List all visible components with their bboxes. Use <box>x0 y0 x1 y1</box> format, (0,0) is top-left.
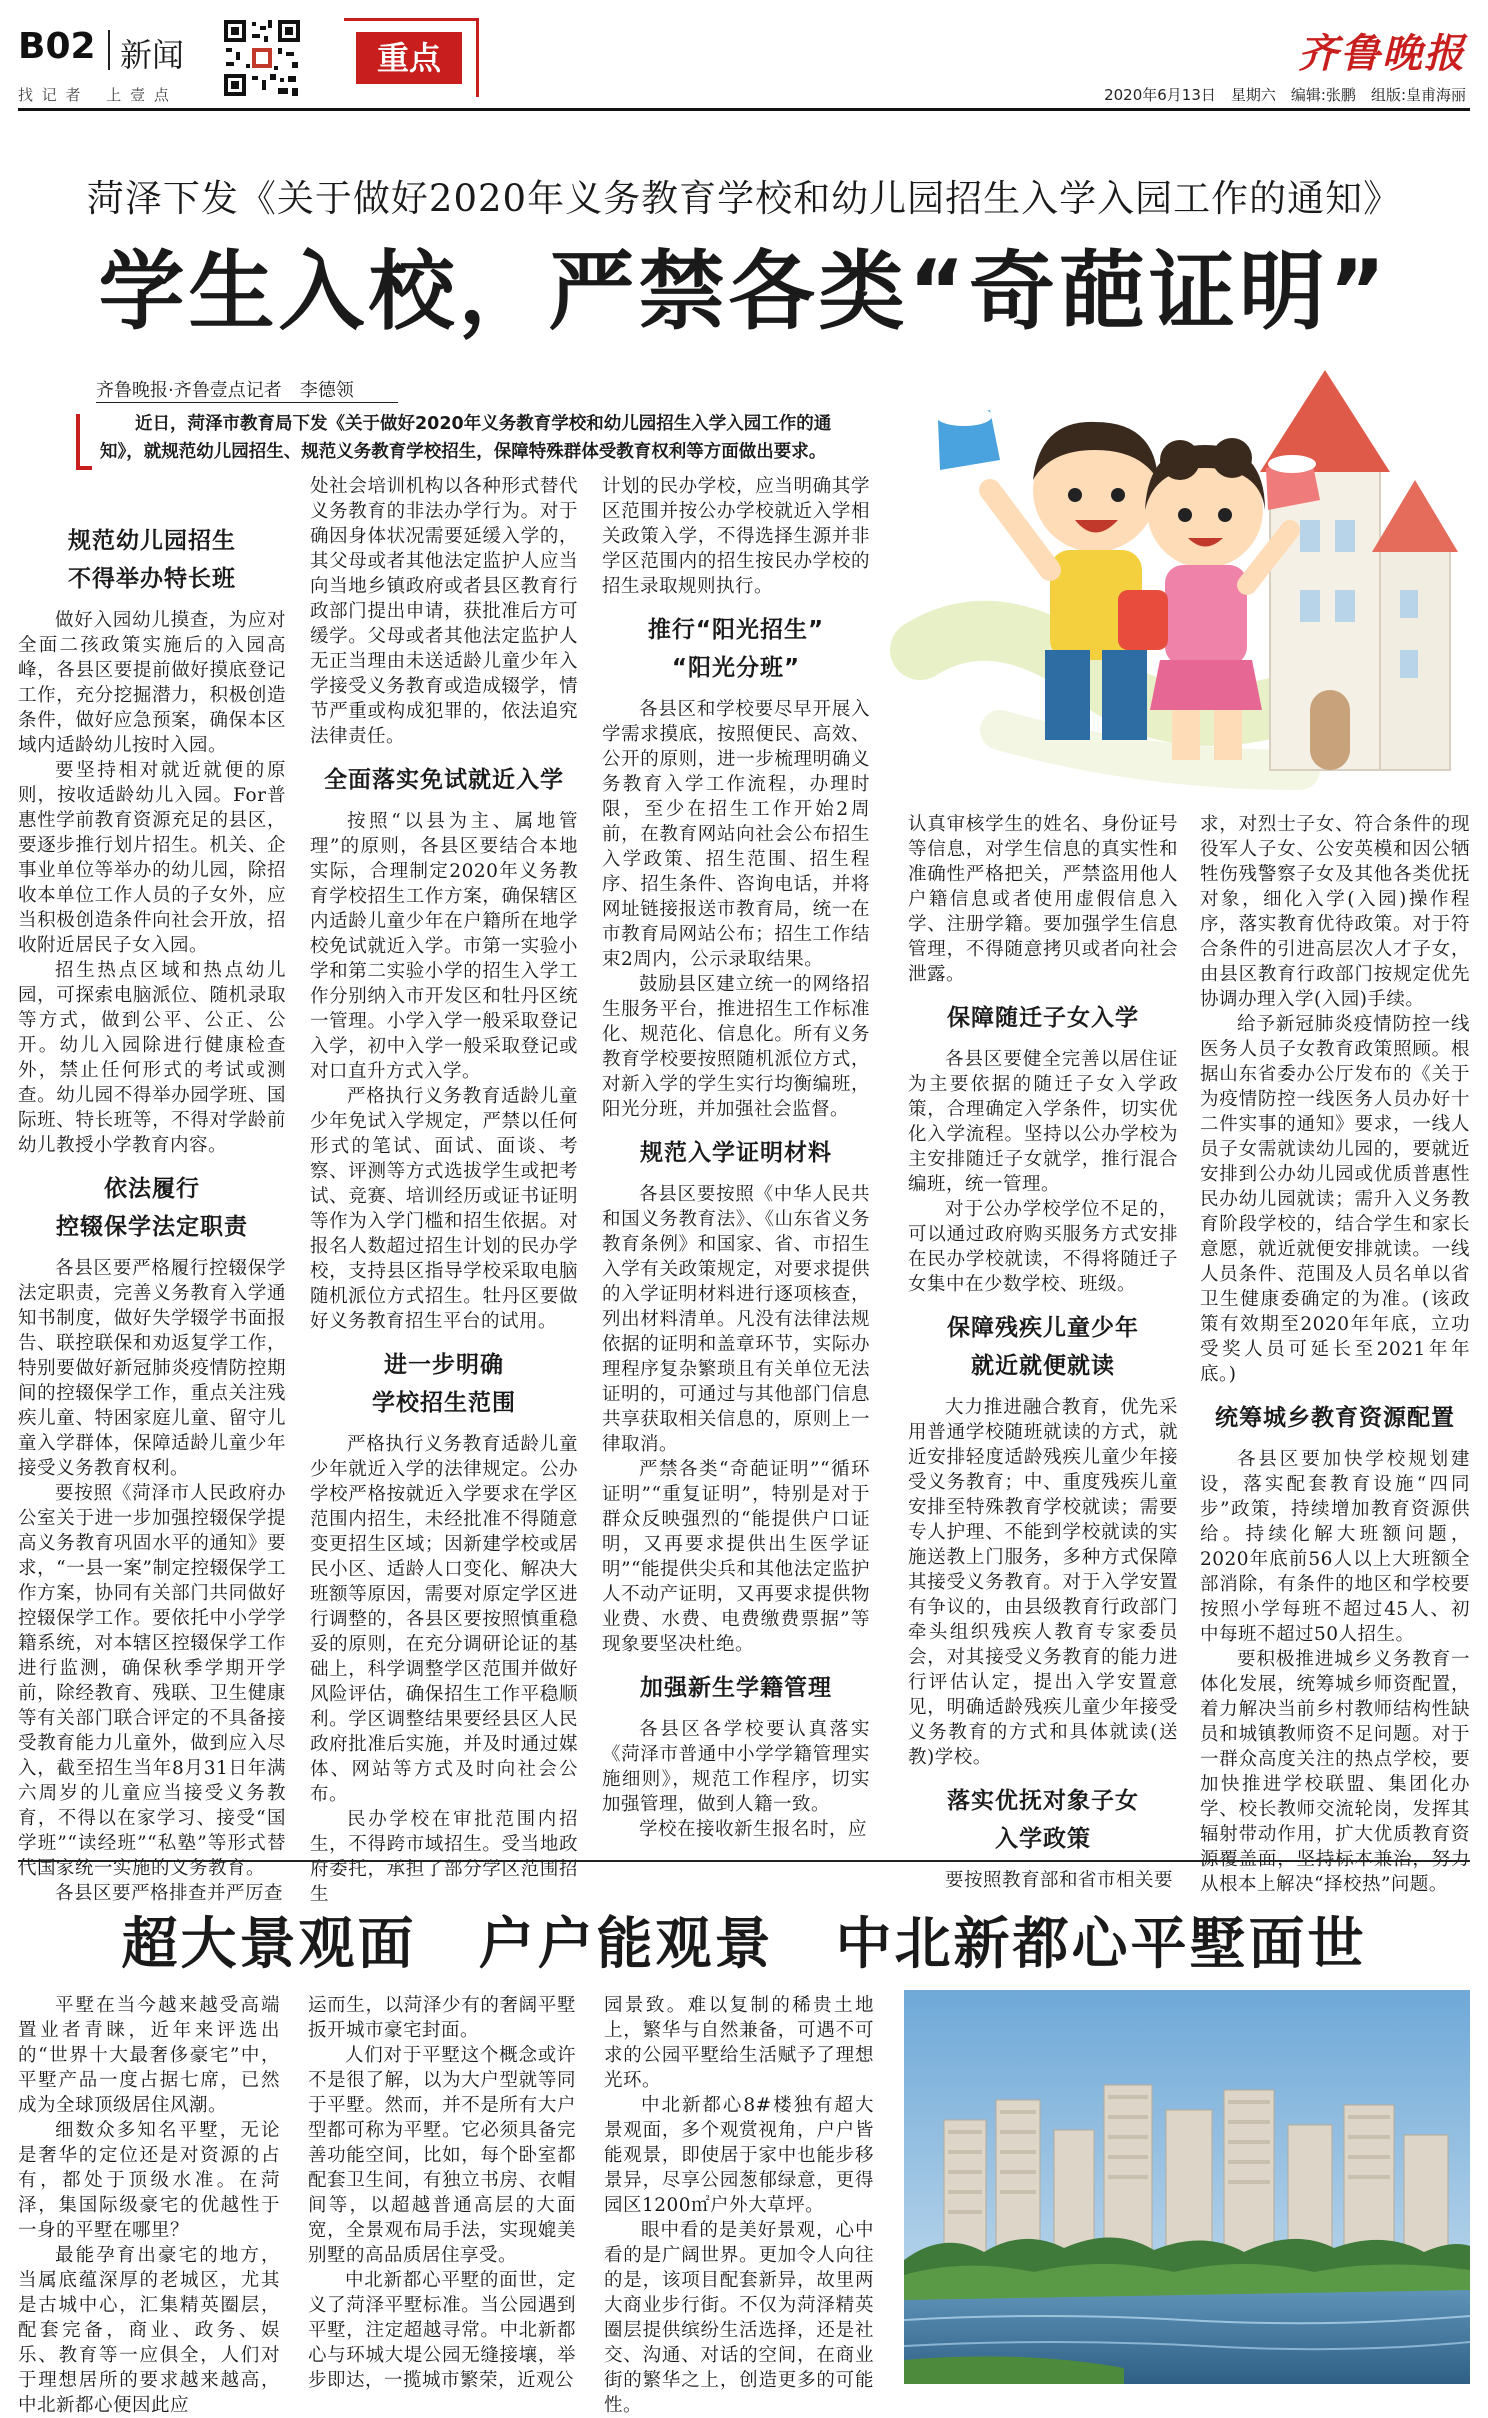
subheading: 保障随迁子女入学 <box>947 1005 1139 1031</box>
article-column-4 <box>908 812 1178 1893</box>
paragraph: 最能孕育出豪宅的地方，当属底蕴深厚的老城区，尤其是古城中心，汇集精英圈层，配套完备，商业、政务、娱乐、教育等一应俱全，人们对于理想居所的要求越来越高，中北新都心便因此应 <box>18 2245 280 2416</box>
paragraph: 各县区和学校要尽早开展入学需求摸底，按照便民、高效、公开的原则，进一步梳理明确义务教育入学工作流程，办理时限，至少在招生工作开始2周前，在教育网站向社会公布招生入学政策、招生范围、招生程序、招生条件、咨询电话，并将网址链接报送市教育局，统一在市教育局网站公布；招生工作结束2周内，公示录取结果。 <box>602 699 870 970</box>
paper-logo: 齐鲁晚报 <box>1298 30 1466 77</box>
paragraph: 做好入园幼儿摸查，为应对全面二孩政策实施后的入园高峰，各县区要提前做好摸底登记工作，充分挖掘潜力，积极创造条件，做好应急预案，确保本区域内适龄幼儿按时入园。 <box>18 610 286 756</box>
paragraph: 招生热点区域和热点幼儿园，可探索电脑派位、随机录取等方式，做到公平、公正、公开。幼儿入园除进行健康检查外，禁止任何形式的考试或测查。幼儿园不得举办园学班、国际班、特长班等，不得对学龄前幼儿教授小学教育内容。 <box>18 960 286 1156</box>
paragraph: 各县区各学校要认真落实《菏泽市普通中小学学籍管理实施细则》，规范工作程序，切实加强管理，做到人籍一致。 <box>602 1719 870 1815</box>
lead-paragraph <box>100 410 900 466</box>
paragraph: 眼中看的是美好景观，心中看的是广阔世界。更加令人向往的是，该项目配套新异，故里两大商业步行街。不仅为菏泽精英圈层提供缤纷生活选择，还是社交、沟通、对话的空间，在商业街的繁华之上，创造更多的可能性。 <box>604 2220 874 2416</box>
paragraph: 各县区要按照《中华人民共和国义务教育法》、《山东省义务教育条例》和国家、省、市招生入学有关政策规定，对要求提供的入学证明材料进行逐项核查，列出材料清单。凡没有法律法规依据的证明和盖章环节，实际办理程序复杂繁琐且有关单位无法证明的，可通过与其他部门信息共享获取相关信息的，原则上一律取消。 <box>602 1184 870 1455</box>
article-column-3 <box>602 474 870 1842</box>
subheading: 依法履行 控辍保学法定职责 <box>56 1176 248 1240</box>
subheading: 保障残疾儿童少年 就近就便就读 <box>947 1315 1139 1379</box>
masthead-rule <box>18 108 1470 111</box>
masthead-divider <box>108 30 110 70</box>
section-name: 新闻 <box>120 36 185 74</box>
children-illustration <box>880 350 1470 800</box>
subheading: 规范幼儿园招生 不得举办特长班 <box>68 528 236 592</box>
paragraph: 中北新都心8#楼独有超大景观面，多个观赏视角，户户皆能观景，即使居于家中也能步移景异，尽享公园葱郁绿意，更得园区1200㎡户外大草坪。 <box>604 2095 874 2216</box>
paragraph: 人们对于平墅这个概念或许不是很了解，以为大户型就等同于平墅。然而，并不是所有大户型都可称为平墅。它必须具备完善功能空间，比如，每个卧室都配套卫生间，有独立书房、衣帽间等，以超越普通高层的大面宽，全景观布局手法，实现媲美别墅的高品质居住享受。 <box>308 2045 576 2266</box>
ad-column-2 <box>308 1993 576 2393</box>
masthead-slogan: 找 记 者 上 壹 点 <box>18 86 171 104</box>
paragraph: 计划的民办学校，应当明确其学区范围并按公办学校就近入学相关政策入学，不得选择生源并非学区范围内的招生按民办学校的招生录取规则执行。 <box>602 476 870 597</box>
subheading: 全面落实免试就近入学 <box>324 767 564 793</box>
paragraph: 要坚持相对就近就便的原则，按收适龄幼儿入园。For普惠性学前教育资源充足的县区，要逐步推行划片招生。机关、企事业单位等举办的幼儿园，除招收本单位工作人员的子女外，应当积极创造条件向社会开放，招收附近居民子女入园。 <box>18 760 286 956</box>
lead-bracket <box>76 414 92 470</box>
byline-rule <box>96 402 398 403</box>
section-tag: 重点 <box>356 32 462 84</box>
paragraph: 细数众多知名平墅，无论是奢华的定位还是对资源的占有，都处于顶级水准。在菏泽，集国际级豪宅的优越性于一身的平墅在哪里？ <box>18 2120 280 2241</box>
paragraph: 鼓励县区建立统一的网络招生服务平台，推进招生工作标准化、规范化、信息化。所有义务教育学校要按照随机派位方式，对新入学的学生实行均衡编班，阳光分班，并加强社会监督。 <box>602 974 870 1120</box>
paragraph: 运而生，以菏泽少有的奢阔平墅扳开城市豪宅封面。 <box>308 1995 576 2041</box>
subheading: 推行“阳光招生” “阳光分班” <box>647 617 825 681</box>
paragraph: 大力推进融合教育，优先采用普通学校随班就读的方式，就近安排轻度适龄残疾儿童少年接受义务教育；中、重度残疾儿童安排至特殊教育学校就读；需要专人护理、不能到学校就读的实施送教上门服务，多种方式保障其接受义务教育。对于入学安置有争议的，由县级教育行政部门牵头组织残疾人教育专家委员会，对其接受义务教育的能力进行评估认定，提出入学安置意见，明确适龄残疾儿童少年接受义务教育的方式和具体就读(送教)学校。 <box>908 1397 1178 1768</box>
paragraph: 按照“以县为主、属地管理”的原则，各县区要结合本地实际，合理制定2020年义务教育学校招生工作方案，确保辖区内适龄儿童少年在户籍所在地学校免试就近入学。市第一实验小学和第二实验小学的招生入学工作分别纳入市开发区和牡丹区统一管理。小学入学一般采取登记入学，初中入学一般采取登记或对口直升方式入学。 <box>310 811 578 1082</box>
paragraph: 平墅在当今越来越受高端置业者青睐，近年来评选出的“世界十大最奢侈豪宅”中，平墅产品一度占据七席，已然成为全球顶级居住风潮。 <box>18 1995 280 2116</box>
page-number: B02 <box>18 26 96 67</box>
ad-column-3 <box>604 1993 874 2418</box>
paragraph: 各县区要严格排查并严厉查 <box>55 1883 284 1904</box>
paragraph: 要按照《菏泽市人民政府办公室关于进一步加强控辍保学提高义务教育巩固水平的通知》要求，“一县一案”制定控辍保学工作方案，协同有关部门共同做好控辍保学工作。要依托中小学学籍系统，对本辖区控辍保学工作进行监测，确保秋季学期开学前，除经教育、残联、卫生健康等有关部门联合评定的不具备接受教育能力儿童外，做到应入尽入，截至招生当年8月31日年满六周岁的儿童应当接受义务教育，不得以在家学习、接受“国学班”“读经班”“私塾”等形式替代国家统一实施的义务教育。 <box>18 1483 286 1879</box>
subheading: 规范入学证明材料 <box>640 1140 832 1166</box>
date-line: 2020年6月13日 星期六 编辑:张鹏 组版:皇甫海丽 <box>1104 86 1466 104</box>
byline: 齐鲁晚报·齐鲁壹点记者 李德领 <box>96 380 354 401</box>
subheading: 落实优抚对象子女 入学政策 <box>947 1788 1139 1852</box>
paragraph: 给予新冠肺炎疫情防控一线医务人员子女教育政策照顾。根据山东省委办公厅发布的《关于为疫情防控一线医务人员办好十二件实事的通知》要求，一线人员子女需就读幼儿园的，要就近安排到公办幼儿园或优质普惠性民办幼儿园就读；需升入义务教育阶段学校的，结合学生和家长意愿，就近就便安排就读。一线人员条件、范围及人员名单以省卫生健康委确定的为准。(该政策有效期至2020年年底，立功受奖人员可延长至2021年年底。) <box>1200 1014 1470 1385</box>
paragraph: 园景致。难以复制的稀贵土地上，繁华与自然兼备，可遇不可求的公园平墅给生活赋予了理想光环。 <box>604 1995 874 2091</box>
ad-headline-part: 户户能观景 <box>478 1912 774 1977</box>
subheading: 加强新生学籍管理 <box>640 1675 832 1701</box>
section-rule <box>18 1860 1470 1862</box>
ad-headline-part: 中北新都心平墅面世 <box>835 1912 1367 1977</box>
paragraph: 处社会培训机构以各种形式替代义务教育的非法办学行为。对于确因身体状况需要延缓入学的，其父母或者其他法定监护人应当向当地乡镇政府或者县区教育行政部门提出申请，获批准后方可缓学。父母或者其他法定监护人无正当理由未送适龄儿童少年入学接受义务教育或造成辍学，情节严重或构成犯罪的，依法追究法律责任。 <box>310 476 578 747</box>
headline-kicker: 菏泽下发《关于做好2020年义务教育学校和幼儿园招生入学入园工作的通知》 <box>86 177 1402 220</box>
paragraph: 各县区要严格履行控辍保学法定职责，完善义务教育入学通知书制度，做好失学辍学书面报告、联控联保和劝返复学工作，特别要做好新冠肺炎疫情防控期间的控辍保学工作，重点关注残疾儿童、特困家庭儿童、留守儿童入学群体，保障适龄儿童少年接受义务教育权利。 <box>18 1258 286 1479</box>
paragraph: 各县区要加快学校规划建设，落实配套教育设施“四同步”政策，持续增加教育资源供给。持续化解大班额问题，2020年底前56人以上大班额全部消除，有条件的地区和学校要按照小学每班不超过45人、初中每班不超过50人招生。 <box>1200 1449 1470 1645</box>
paragraph: 求，对烈士子女、符合条件的现役军人子女、公安英模和因公牺牲伤残警察子女及其他各类优抚对象，细化入学(入园)操作程序，落实教育优待政策。对于符合条件的引进高层次人才子女，由县区教育行政部门按规定优先协调办理入学(入园)手续。 <box>1200 814 1470 1010</box>
lead-line: 近日，菏泽市教育局下发《关于做好2020年义务教育学校和幼儿园招生入学入园工作的通 <box>135 414 832 434</box>
ad-column-1 <box>18 1993 280 2418</box>
lead-line: 知》，就规范幼儿园招生、规范义务教育学校招生，保障特殊群体受教育权利等方面做出要求。 <box>100 442 827 462</box>
ad-headline <box>0 1900 1488 1980</box>
headline-main: 学生入校，严禁各类“奇葩证明” <box>98 242 1390 342</box>
paragraph: 要按照教育部和省市相关要 <box>945 1870 1174 1891</box>
article-column-5 <box>1200 812 1470 1897</box>
article-column-1 <box>18 510 286 1906</box>
subheading: 进一步明确 学校招生范围 <box>372 1352 516 1416</box>
paragraph: 民办学校在审批范围内招生，不得跨市域招生。受当地政府委托，承担了部分学区范围招生 <box>310 1809 578 1905</box>
subheading: 统筹城乡教育资源配置 <box>1215 1405 1455 1431</box>
paragraph: 中北新都心平墅的面世，定义了菏泽平墅标准。当公园遇到平墅，注定超越寻常。中北新都心与环城大堤公园无缝接壤，举步即达，一揽城市繁荣，近观公 <box>308 2270 576 2391</box>
paragraph: 对于公办学校学位不足的，可以通过政府购买服务方式安排在民办学校就读，不得将随迁子女集中在少数学校、班级。 <box>908 1199 1178 1295</box>
paragraph: 认真审核学生的姓名、身份证号等信息，对学生信息的真实性和准确性严格把关，严禁盗用他人户籍信息或者使用虚假信息入学、注册学籍。要加强学生信息管理，不得随意拷贝或者向社会泄露。 <box>908 814 1178 985</box>
paragraph: 严格执行义务教育适龄儿童少年就近入学的法律规定。公办学校严格按就近入学要求在学区范围内招生，未经批准不得随意变更招生区域；因新建学校或居民小区、适龄人口变化、解决大班额等原因，需要对原定学区进行调整的，各县区要按照慎重稳妥的原则，在充分调研论证的基础上，科学调整学区范围并做好风险评估，确保招生工作平稳顺利。学区调整结果要经县区人民政府批准后实施，并及时通过媒体、网站等方式及时向社会公布。 <box>310 1434 578 1805</box>
ad-headline-part: 超大景观面 <box>121 1912 417 1977</box>
paragraph: 严禁各类“奇葩证明”“循环证明”“重复证明”，特别是对于群众反映强烈的“能提供户口证明，又再要求提供出生医学证明”“能提供尖兵和其他法定监护人不动产证明，又再要求提供物业费、水费、电费缴费票据”等现象要坚决杜绝。 <box>602 1459 870 1655</box>
qr-code-icon <box>222 18 302 98</box>
paragraph: 学校在接收新生报名时，应 <box>639 1819 868 1840</box>
paragraph: 各县区要健全完善以居住证为主要依据的随迁子女入学政策，合理确定入学条件，切实优化入学流程。坚持以公办学校为主安排随迁子女就学，推行混合编班，统一管理。 <box>908 1049 1178 1195</box>
property-photo <box>904 1990 1470 2384</box>
paragraph: 要积极推进城乡义务教育一体化发展，统筹城乡师资配置，着力解决当前乡村教师结构性缺员和城镇教师资不足问题。对于一群众高度关注的热点学校，要加快推进学校联盟、集团化办学、校长教师交流轮岗，发挥其辐射带动作用，扩大优质教育资源覆盖面，坚持标本兼治，努力从根本上解决“择校热”问题。 <box>1200 1649 1470 1895</box>
paragraph: 严格执行义务教育适龄儿童少年免试入学规定，严禁以任何形式的笔试、面试、面谈、考察、评测等方式选拔学生或把考试、竞赛、培训经历或证书证明等作为入学门槛和招生依据。对报名人数超过招生计划的民办学校，支持县区指导学校采取电脑随机派位方式招生。牡丹区要做好义务教育招生平台的试用。 <box>310 1086 578 1332</box>
article-column-2 <box>310 474 578 1907</box>
